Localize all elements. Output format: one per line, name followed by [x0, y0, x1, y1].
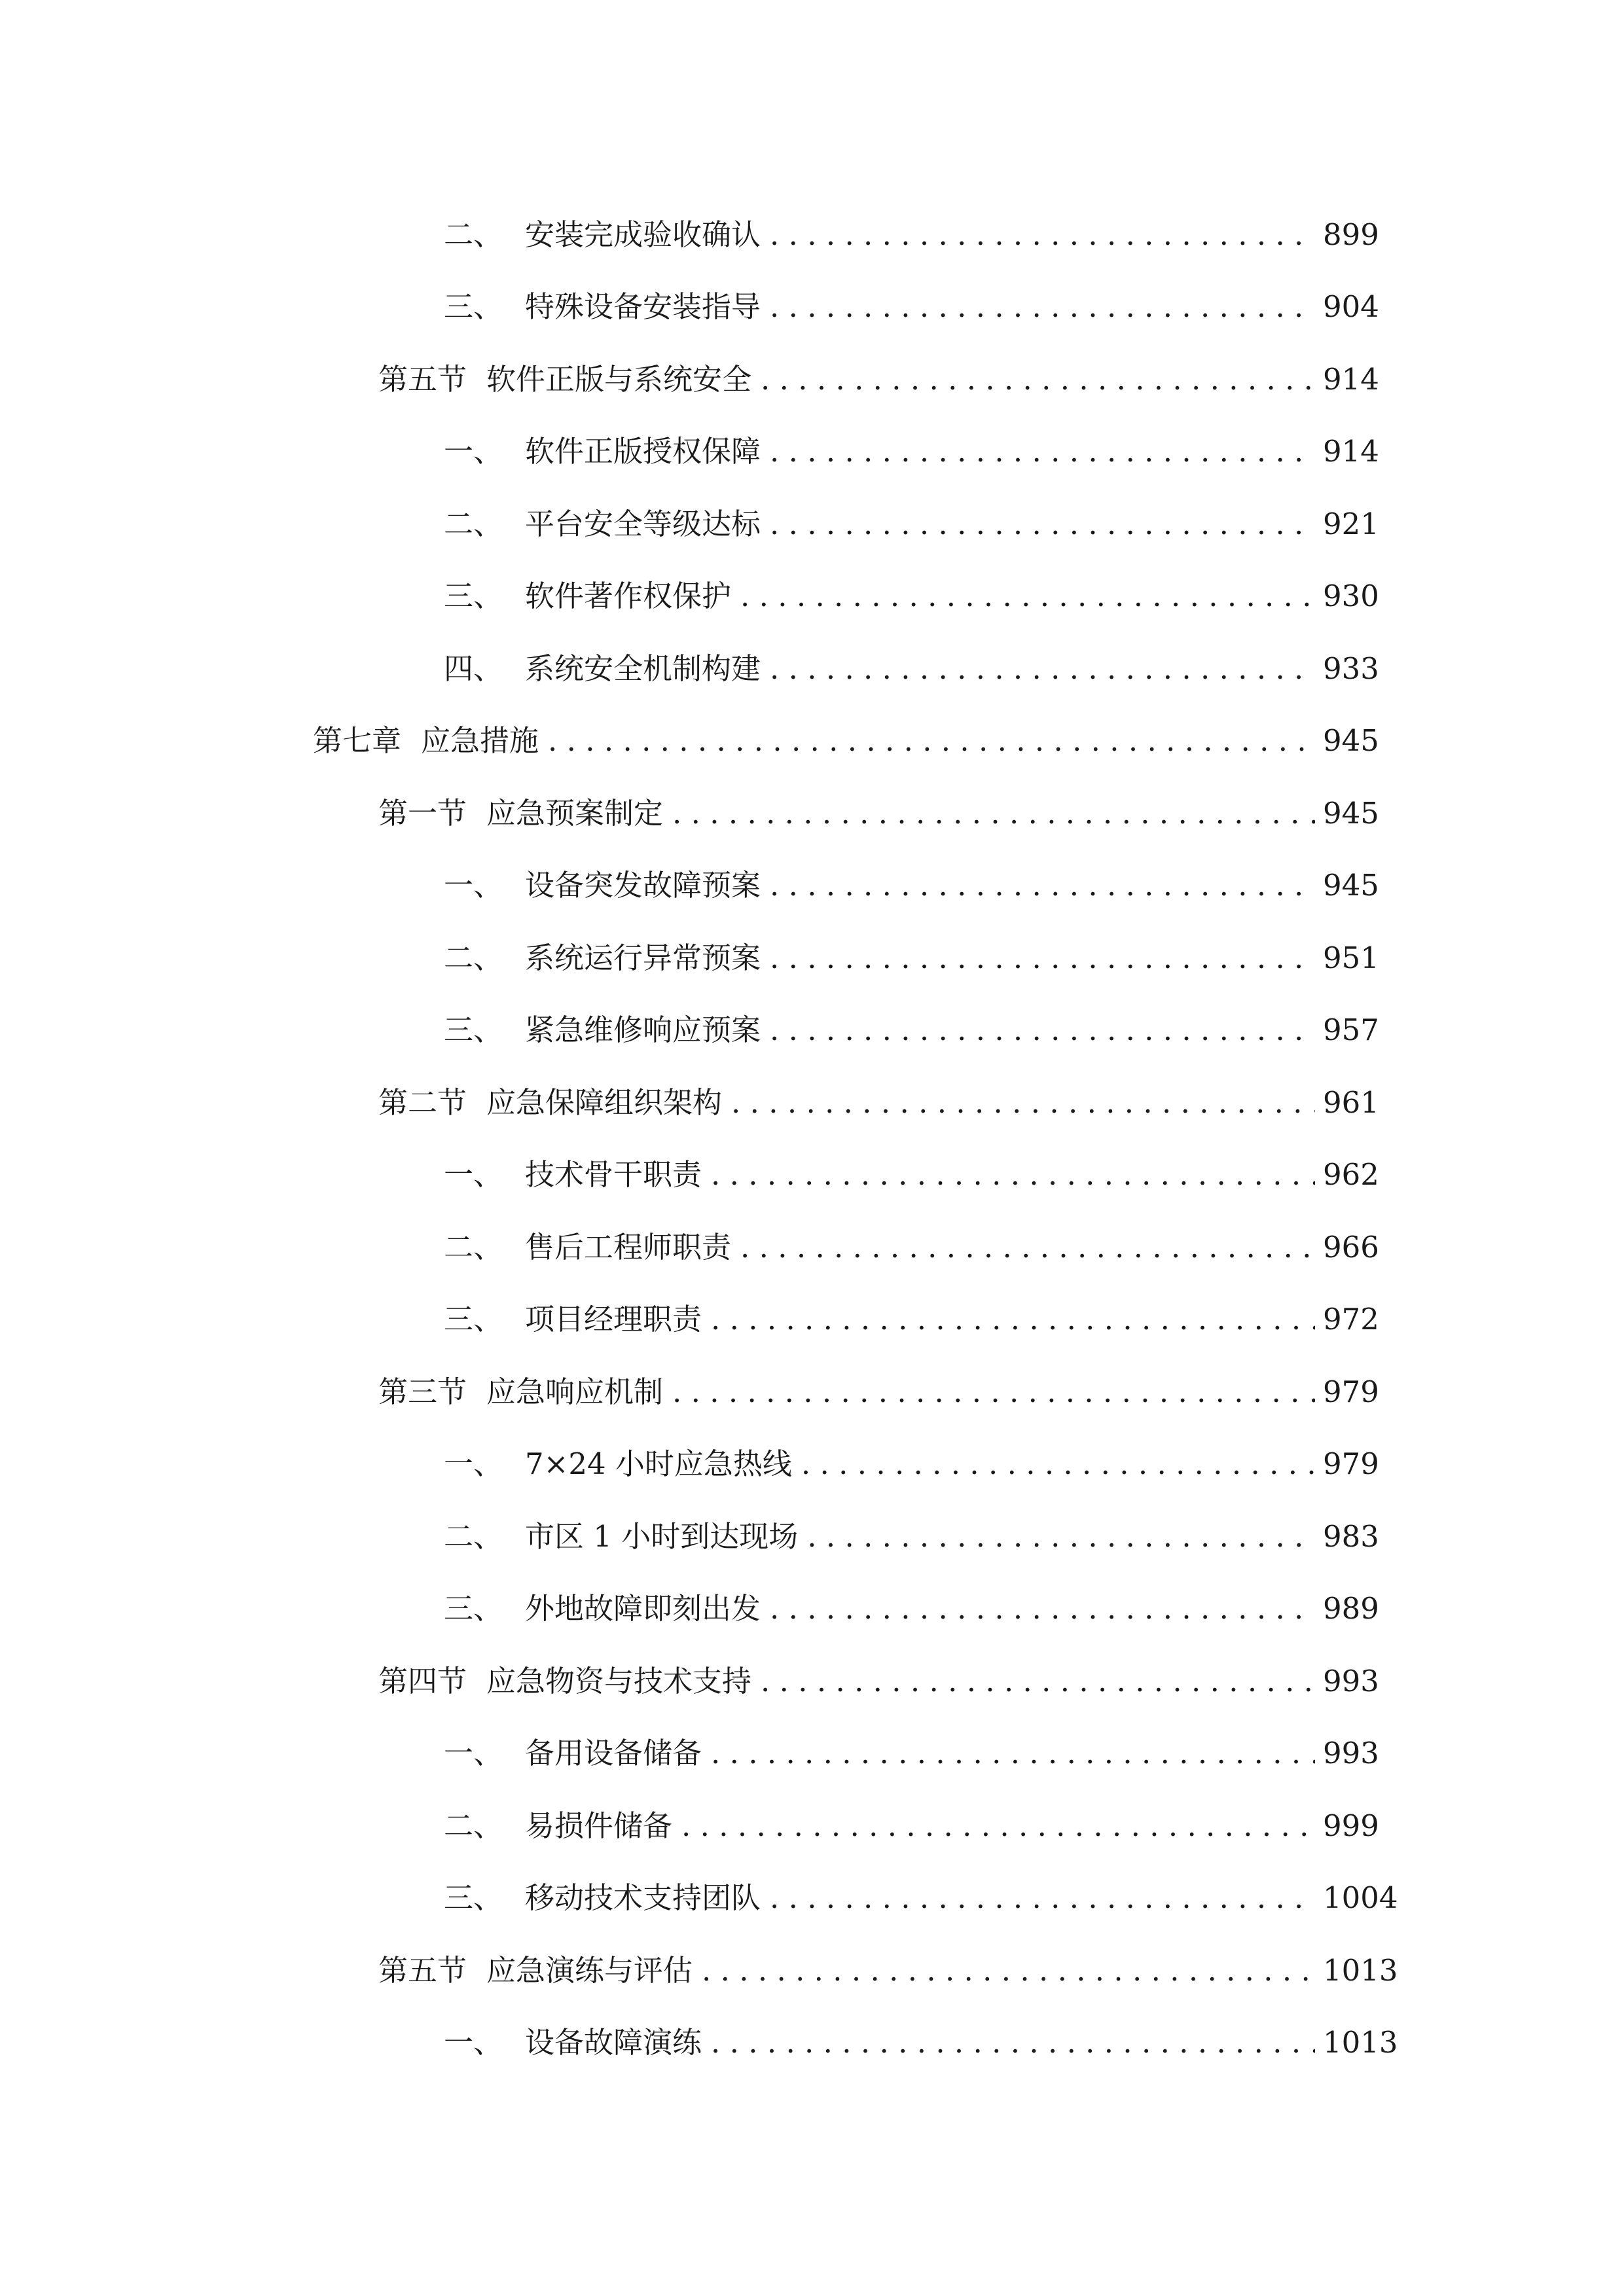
- dot-leader: [761, 365, 1315, 394]
- toc-entry-page: 989: [1323, 1591, 1379, 1626]
- toc-entry-page: 930: [1323, 579, 1379, 614]
- dot-leader: [702, 1956, 1315, 1985]
- toc-entry-number: 三、: [444, 1013, 503, 1048]
- toc-entry-page: 962: [1323, 1157, 1379, 1193]
- toc-entry-number: 二、: [444, 1229, 503, 1265]
- toc-entry-page: 914: [1323, 434, 1379, 469]
- toc-entry-title: 外地故障即刻出发: [525, 1591, 761, 1626]
- toc-entry-title: 安装完成验收确认: [525, 217, 761, 252]
- toc-entry[interactable]: [0, 632, 1624, 705]
- dot-leader: [770, 654, 1315, 683]
- toc-entry-page: 921: [1323, 506, 1379, 541]
- toc-entry-number: 一、: [444, 2025, 503, 2060]
- dot-leader: [681, 1811, 1315, 1840]
- toc-entry-page: 979: [1323, 1446, 1379, 1482]
- toc-entry-number: 三、: [444, 1880, 503, 1916]
- toc-entry-page: 951: [1323, 940, 1379, 975]
- toc-entry[interactable]: [0, 1500, 1624, 1573]
- toc-entry[interactable]: [0, 1645, 1624, 1717]
- toc-entry[interactable]: [0, 1862, 1624, 1935]
- toc-entry[interactable]: [0, 1428, 1624, 1501]
- toc-entry-number: 第一节: [378, 795, 467, 831]
- toc-entry[interactable]: [0, 922, 1624, 994]
- toc-entry-page: 1013: [1323, 2025, 1398, 2060]
- toc-entry-title: 软件正版授权保障: [525, 434, 761, 469]
- toc-entry-number: 三、: [444, 289, 503, 325]
- toc-entry-number: 第五节: [378, 361, 467, 397]
- toc-entry[interactable]: [0, 1717, 1624, 1790]
- dot-leader: [672, 798, 1315, 828]
- toc-entry[interactable]: [0, 1066, 1624, 1139]
- toc-entry[interactable]: [0, 2007, 1624, 2079]
- toc-entry-page: 979: [1323, 1374, 1379, 1409]
- toc-entry[interactable]: [0, 850, 1624, 922]
- toc-entry-title: 设备故障演练: [525, 2025, 702, 2060]
- dot-leader: [807, 1522, 1315, 1551]
- toc-entry-number: 四、: [444, 651, 503, 686]
- toc-entry-page: 961: [1323, 1085, 1379, 1120]
- toc-entry-number: 一、: [444, 434, 503, 469]
- toc-entry-title: 系统运行异常预案: [525, 940, 761, 975]
- toc-entry[interactable]: [0, 560, 1624, 633]
- toc-entry-title: 系统安全机制构建: [525, 651, 761, 686]
- toc-entry-page: 993: [1323, 1736, 1379, 1771]
- toc-entry-number: 第七章: [313, 723, 402, 759]
- dot-leader: [770, 292, 1315, 321]
- table-of-contents: [0, 198, 1624, 2079]
- toc-entry-number: 二、: [444, 1518, 503, 1554]
- dot-leader: [770, 437, 1315, 466]
- dot-leader: [740, 581, 1315, 611]
- dot-leader: [711, 1304, 1315, 1334]
- toc-entry[interactable]: [0, 1355, 1624, 1428]
- toc-entry[interactable]: [0, 1139, 1624, 1211]
- toc-entry-title: 市区 1 小时到达现场: [525, 1518, 799, 1554]
- toc-entry[interactable]: [0, 1283, 1624, 1356]
- toc-entry-title: 紧急维修响应预案: [525, 1013, 761, 1048]
- toc-entry-title: 特殊设备安装指导: [525, 289, 761, 325]
- dot-leader: [770, 1883, 1315, 1912]
- toc-entry-title: 应急保障组织架构: [486, 1085, 723, 1120]
- toc-entry[interactable]: [0, 777, 1624, 850]
- toc-entry-page: 1004: [1323, 1880, 1398, 1916]
- toc-entry[interactable]: [0, 705, 1624, 778]
- toc-entry-number: 一、: [444, 1157, 503, 1193]
- dot-leader: [740, 1232, 1315, 1262]
- dot-leader: [770, 509, 1315, 539]
- toc-entry-number: 三、: [444, 579, 503, 614]
- toc-entry-page: 945: [1323, 723, 1379, 759]
- toc-entry-number: 第二节: [378, 1085, 467, 1120]
- dot-leader: [770, 1015, 1315, 1045]
- toc-entry-title: 软件著作权保护: [525, 579, 732, 614]
- dot-leader: [672, 1377, 1315, 1407]
- toc-entry-page: 972: [1323, 1302, 1379, 1337]
- toc-entry-page: 1013: [1323, 1952, 1398, 1988]
- toc-entry-title: 平台安全等级达标: [525, 506, 761, 541]
- toc-entry-page: 983: [1323, 1518, 1379, 1554]
- toc-entry-page: 993: [1323, 1663, 1379, 1698]
- toc-entry-page: 914: [1323, 361, 1379, 397]
- toc-entry-number: 一、: [444, 868, 503, 903]
- dot-leader: [770, 220, 1315, 249]
- toc-entry-title: 应急演练与评估: [486, 1952, 693, 1988]
- toc-entry[interactable]: [0, 1789, 1624, 1862]
- toc-entry-page: 904: [1323, 289, 1379, 325]
- toc-entry-number: 二、: [444, 506, 503, 541]
- toc-entry-page: 933: [1323, 651, 1379, 686]
- toc-entry-title: 应急预案制定: [486, 795, 664, 831]
- toc-entry[interactable]: [0, 1573, 1624, 1645]
- toc-entry-number: 二、: [444, 940, 503, 975]
- toc-entry[interactable]: [0, 271, 1624, 344]
- toc-entry[interactable]: [0, 488, 1624, 560]
- toc-entry-page: 957: [1323, 1013, 1379, 1048]
- toc-entry-title: 项目经理职责: [525, 1302, 702, 1337]
- dot-leader: [548, 726, 1315, 755]
- toc-entry-number: 第五节: [378, 1952, 467, 1988]
- toc-entry-title: 移动技术支持团队: [525, 1880, 761, 1916]
- toc-entry-title: 应急措施: [421, 723, 539, 759]
- dot-leader: [761, 1666, 1315, 1696]
- toc-entry-number: 第四节: [378, 1663, 467, 1698]
- toc-entry-number: 二、: [444, 1808, 503, 1843]
- toc-entry-title: 技术骨干职责: [525, 1157, 702, 1193]
- toc-entry-page: 999: [1323, 1808, 1379, 1843]
- dot-leader: [711, 1738, 1315, 1768]
- toc-entry-page: 966: [1323, 1229, 1379, 1265]
- toc-entry-number: 一、: [444, 1736, 503, 1771]
- toc-entry-title: 备用设备储备: [525, 1736, 702, 1771]
- toc-entry-number: 第三节: [378, 1374, 467, 1409]
- toc-entry[interactable]: [0, 994, 1624, 1067]
- toc-entry-title: 7×24 小时应急热线: [525, 1446, 792, 1482]
- toc-entry-page: 945: [1323, 868, 1379, 903]
- toc-entry-title: 易损件储备: [525, 1808, 673, 1843]
- toc-entry[interactable]: [0, 1211, 1624, 1283]
- dot-leader: [711, 2028, 1315, 2057]
- toc-entry-title: 售后工程师职责: [525, 1229, 732, 1265]
- toc-entry[interactable]: [0, 416, 1624, 488]
- dot-leader: [731, 1088, 1315, 1117]
- toc-entry-title: 应急物资与技术支持: [486, 1663, 752, 1698]
- toc-entry[interactable]: [0, 1934, 1624, 2007]
- toc-entry-number: 一、: [444, 1446, 503, 1482]
- toc-entry[interactable]: [0, 198, 1624, 271]
- toc-entry-page: 899: [1323, 217, 1379, 252]
- dot-leader: [711, 1160, 1315, 1189]
- toc-entry-title: 软件正版与系统安全: [486, 361, 752, 397]
- toc-entry-title: 设备突发故障预案: [525, 868, 761, 903]
- toc-entry-title: 应急响应机制: [486, 1374, 664, 1409]
- dot-leader: [770, 943, 1315, 973]
- toc-entry-page: 945: [1323, 795, 1379, 831]
- dot-leader: [770, 1594, 1315, 1623]
- toc-entry-number: 三、: [444, 1302, 503, 1337]
- dot-leader: [801, 1449, 1315, 1479]
- toc-entry[interactable]: [0, 343, 1624, 416]
- toc-entry-number: 二、: [444, 217, 503, 252]
- toc-entry-number: 三、: [444, 1591, 503, 1626]
- dot-leader: [770, 870, 1315, 900]
